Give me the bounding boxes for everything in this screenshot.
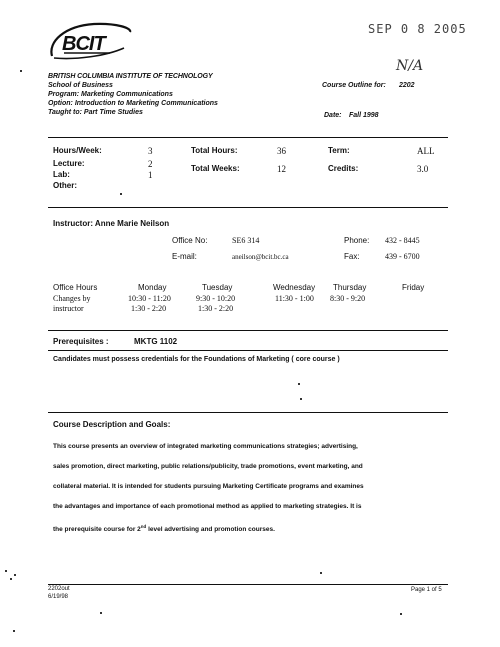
credits-label: Credits: — [328, 164, 359, 173]
description-line: collateral material. It is intended for students pursuing Marketing Certificate programs and examines — [53, 483, 364, 490]
course-outline-value: 2202 — [399, 82, 415, 89]
scan-speck — [298, 383, 300, 385]
instructor-name: Instructor: Anne Marie Neilson — [53, 219, 170, 228]
scan-speck — [20, 70, 22, 72]
day-tuesday: Tuesday — [202, 283, 233, 292]
divider — [48, 330, 448, 331]
lab-value: 1 — [148, 170, 153, 180]
scan-speck — [400, 613, 402, 615]
scan-speck — [320, 572, 322, 574]
description-line — [53, 517, 445, 540]
date-value: Fall 1998 — [349, 112, 379, 119]
thursday-time: 8:30 - 9:20 — [330, 294, 366, 303]
footer-divider — [48, 584, 448, 585]
email-value: aneilson@bcit.bc.ca — [232, 253, 289, 261]
total-hours-value: 36 — [277, 146, 286, 156]
description-body — [53, 437, 445, 540]
office-label: Office No: — [172, 236, 208, 245]
office-hours-note: Changes by — [53, 294, 91, 303]
day-thursday: Thursday — [333, 283, 367, 292]
date-label: Date: — [324, 112, 342, 119]
total-weeks-label: Total Weeks: — [191, 164, 240, 173]
svg-text:BCIT: BCIT — [62, 33, 105, 55]
description-line: sales promotion, direct marketing, public relations/publicity, trade promotions, event marketing, and — [53, 463, 363, 470]
fax-label: Fax: — [344, 252, 360, 261]
taught-to: Taught to: Part Time Studies — [48, 109, 143, 116]
divider — [48, 412, 448, 413]
monday-time: 1:30 - 2:20 — [131, 304, 167, 313]
day-friday: Friday — [402, 283, 425, 292]
fax-value: 439 - 6700 — [385, 252, 420, 261]
footer-date: 6/19/98 — [48, 594, 69, 600]
scan-speck — [100, 612, 102, 614]
prerequisites-note: Candidates must possess credentials for the Foundations of Marketing ( core course ) — [53, 356, 340, 363]
tuesday-time: 9:30 - 10:20 — [196, 294, 236, 303]
scan-speck — [10, 578, 12, 580]
received-stamp: SEP 0 8 2005 — [368, 22, 467, 36]
description-line: This course presents an overview of integrated marketing communications strategies; advertising, — [53, 443, 358, 450]
office-hours-label: Office Hours — [53, 283, 98, 292]
scan-speck — [120, 193, 122, 195]
total-hours-label: Total Hours: — [191, 146, 238, 155]
scan-speck — [13, 630, 15, 632]
phone-label: Phone: — [344, 236, 370, 245]
divider — [48, 137, 448, 138]
scan-speck — [300, 398, 302, 400]
tuesday-time: 1:30 - 2:20 — [198, 304, 234, 313]
description-line: the advantages and importance of each promotional method as applied to marketing strategies. It is — [53, 503, 362, 510]
wednesday-time: 11:30 - 1:00 — [275, 294, 314, 303]
hours-week-label: Hours/Week: — [53, 146, 102, 155]
email-label: E-mail: — [172, 252, 197, 261]
term-value: ALL — [417, 146, 435, 156]
office-value: SE6 314 — [232, 236, 260, 245]
hours-week-value: 3 — [148, 146, 153, 156]
other-label: Other: — [53, 181, 77, 190]
lecture-label: Lecture: — [53, 159, 85, 168]
footer-file: 2202out — [48, 586, 70, 592]
divider — [48, 207, 448, 208]
day-monday: Monday — [138, 283, 167, 292]
institution-name: BRITISH COLUMBIA INSTITUTE OF TECHNOLOGY — [48, 73, 213, 80]
total-weeks-value: 12 — [277, 164, 286, 174]
lab-label: Lab: — [53, 170, 70, 179]
option-name: Option: Introduction to Marketing Communications — [48, 100, 218, 107]
prerequisites-value: MKTG 1102 — [134, 337, 178, 346]
description-line-text: level advertising and promotion courses. — [146, 526, 275, 534]
phone-value: 432 - 8445 — [385, 236, 420, 245]
term-label: Term: — [328, 146, 350, 155]
ordinal-suffix: nd — [140, 524, 147, 529]
program-name: Program: Marketing Communications — [48, 91, 173, 98]
credits-value: 3.0 — [417, 164, 429, 174]
office-hours-note: instructor — [53, 304, 84, 313]
scan-speck — [5, 570, 7, 572]
footer-page-number: Page 1 of 5 — [411, 587, 442, 593]
scan-speck — [14, 574, 16, 576]
description-line-text: the prerequisite course for 2 — [53, 526, 141, 534]
divider — [48, 350, 448, 351]
course-outline-label: Course Outline for: — [322, 82, 386, 89]
handwritten-signature: N/A — [396, 58, 424, 74]
lecture-value: 2 — [148, 159, 153, 169]
school-name: School of Business — [48, 82, 113, 89]
description-heading: Course Description and Goals: — [53, 420, 171, 429]
monday-time: 10:30 - 11:20 — [128, 294, 171, 303]
prerequisites-label: Prerequisites : — [53, 337, 109, 346]
bcit-logo — [46, 20, 136, 62]
day-wednesday: Wednesday — [273, 283, 316, 292]
